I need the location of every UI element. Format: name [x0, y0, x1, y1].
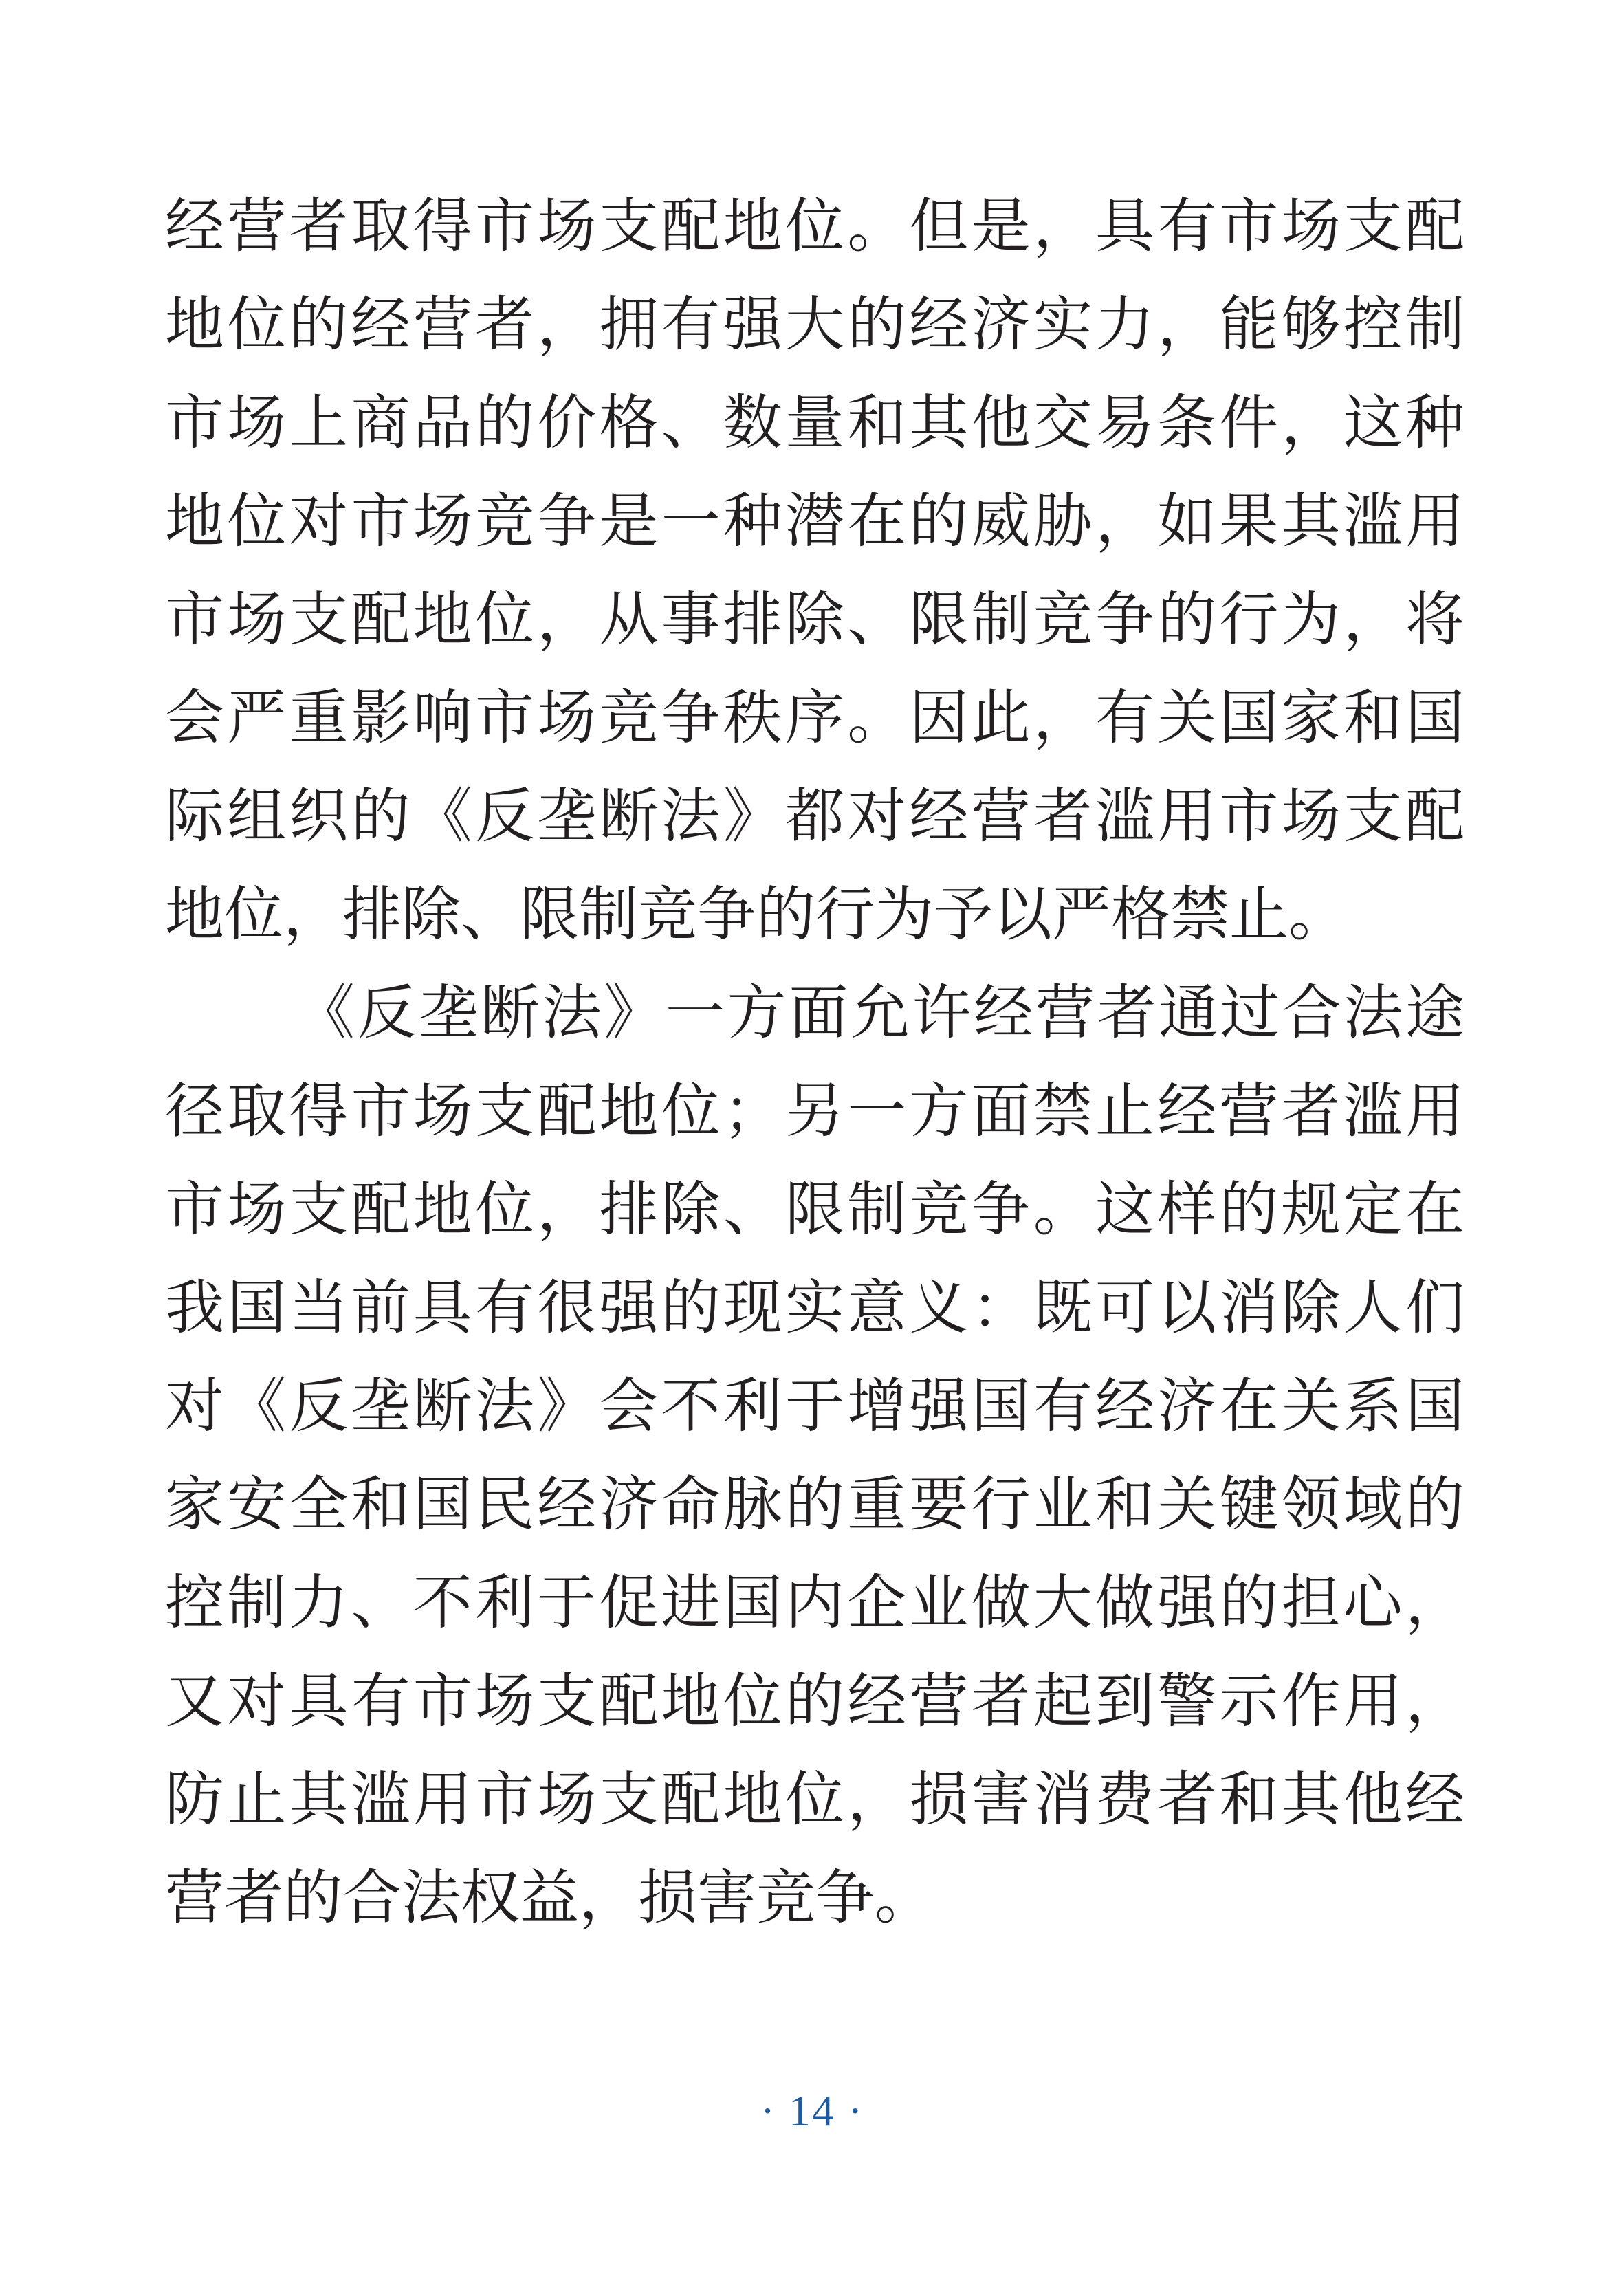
- text-line: 市场支配地位，排除、限制竞争。这样的规定在: [165, 1175, 1464, 1244]
- text-line: 地位的经营者，拥有强大的经济实力，能够控制: [165, 290, 1464, 359]
- text-line: 径取得市场支配地位；另一方面禁止经营者滥用: [165, 1077, 1464, 1146]
- text-line: 地位对市场竞争是一种潜在的威胁，如果其滥用: [165, 487, 1464, 556]
- text-line: 经营者取得市场支配地位。但是，具有市场支配: [165, 192, 1464, 261]
- text-line: 又对具有市场支配地位的经营者起到警示作用，: [165, 1667, 1464, 1736]
- text-line: 控制力、不利于促进国内企业做大做强的担心，: [165, 1568, 1464, 1637]
- text-line: 营者的合法权益，损害竞争。: [165, 1863, 934, 1932]
- text-line: 市场支配地位，从事排除、限制竞争的行为，将: [165, 585, 1464, 654]
- text-line: 家安全和国民经济命脉的重要行业和关键领域的: [165, 1470, 1464, 1539]
- text-line: 市场上商品的价格、数量和其他交易条件，这种: [165, 389, 1464, 457]
- paragraph-1: [165, 177, 1464, 964]
- text-line: 地位，排除、限制竞争的行为予以严格禁止。: [165, 880, 1348, 949]
- paragraph-2: [165, 964, 1464, 1947]
- text-line: 《反垄断法》一方面允许经营者通过合法途: [296, 979, 1464, 1047]
- page-number: · 14 ·: [760, 2086, 864, 2135]
- body-text: [165, 177, 1464, 1947]
- text-line: 防止其滥用市场支配地位，损害消费者和其他经: [165, 1765, 1464, 1834]
- text-line: 对《反垄断法》会不利于增强国有经济在关系国: [165, 1372, 1464, 1441]
- text-line: 际组织的《反垄断法》都对经营者滥用市场支配: [165, 782, 1464, 851]
- text-line: 我国当前具有很强的现实意义：既可以消除人们: [165, 1273, 1464, 1342]
- text-line: 会严重影响市场竞争秩序。因此，有关国家和国: [165, 684, 1464, 752]
